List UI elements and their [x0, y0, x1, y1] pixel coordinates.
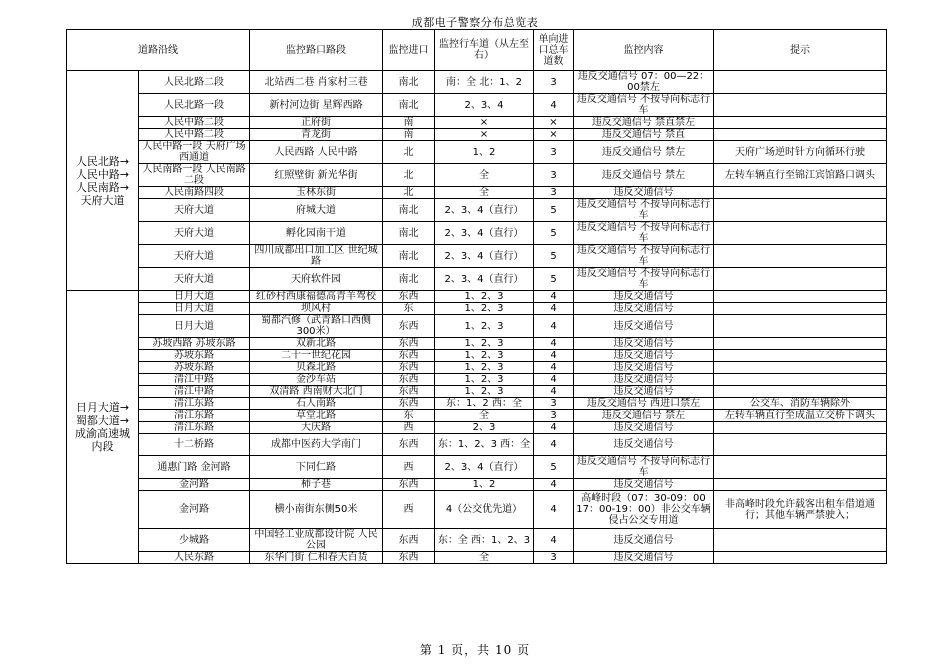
total-lanes-cell: 4: [534, 422, 574, 434]
table-row: [67, 338, 887, 350]
entry-cell: 东西: [383, 386, 435, 398]
table-row: [67, 129, 887, 141]
total-lanes-cell: 4: [534, 386, 574, 398]
entry-cell: 北: [383, 164, 435, 187]
page-footer: 第 1 页，共 10 页: [419, 643, 531, 657]
junction-cell: 金沙车站: [250, 374, 383, 386]
content-cell: 违反交通信号 不按导向标志行车: [574, 456, 714, 479]
junction-cell: 蜀都汽修（武青路口西侧300米）: [250, 315, 383, 338]
entry-cell: 东西: [383, 434, 435, 456]
tip-cell: 左转车辆直行至成温立交桥下调头: [714, 410, 887, 422]
tip-cell: [714, 245, 887, 268]
tip-cell: [714, 552, 887, 564]
lanes-cell: 1、2、3: [435, 362, 534, 374]
tip-cell: 左转车辆直行至锦江宾馆路口调头: [714, 164, 887, 187]
road-cell: 清江东路: [139, 422, 250, 434]
junction-cell: 四川成都出口加工区 世纪城路: [250, 245, 383, 268]
road-cell: 人民中路二段: [139, 129, 250, 141]
total-lanes-cell: 5: [534, 245, 574, 268]
entry-cell: 东西: [383, 398, 435, 410]
total-lanes-cell: 5: [534, 456, 574, 479]
road-cell: 金河路: [139, 479, 250, 491]
police-camera-table: [66, 29, 887, 564]
content-cell: 违反交通信号 不按导向标志行车: [574, 222, 714, 245]
junction-cell: 柿子巷: [250, 479, 383, 491]
junction-cell: 青龙街: [250, 129, 383, 141]
entry-cell: 东: [383, 410, 435, 422]
road-cell: 少城路: [139, 529, 250, 552]
entry-cell: 东西: [383, 552, 435, 564]
lanes-cell: 1、2、3: [435, 303, 534, 315]
lanes-cell: 1、2: [435, 479, 534, 491]
junction-cell: 下同仁路: [250, 456, 383, 479]
content-cell: 违反交通信号: [574, 422, 714, 434]
road-cell: 金河路: [139, 491, 250, 529]
lanes-cell: 全: [435, 410, 534, 422]
table-row: [67, 245, 887, 268]
total-lanes-cell: 5: [534, 199, 574, 222]
lanes-cell: 1、2、3: [435, 386, 534, 398]
entry-cell: 西: [383, 491, 435, 529]
content-cell: 违反交通信号: [574, 303, 714, 315]
page-title: 成都电子警察分布总览表: [411, 16, 539, 29]
junction-cell: 中国轻工业成都设计院 人民公园: [250, 529, 383, 552]
content-cell: 违反交通信号 禁左: [574, 164, 714, 187]
content-cell: 违反交通信号: [574, 552, 714, 564]
entry-cell: 东西: [383, 315, 435, 338]
road-cell: 天府大道: [139, 245, 250, 268]
lanes-cell: 2、3: [435, 422, 534, 434]
table-row: [67, 456, 887, 479]
header-lanes: 监控行车道（从左至右）: [435, 30, 534, 71]
junction-cell: 孵化园南干道: [250, 222, 383, 245]
entry-cell: 南北: [383, 222, 435, 245]
tip-cell: [714, 456, 887, 479]
junction-cell: 新村河边街 星辉西路: [250, 94, 383, 117]
lanes-cell: 全: [435, 187, 534, 199]
content-cell: 违反交通信号: [574, 362, 714, 374]
total-lanes-cell: 3: [534, 164, 574, 187]
tip-cell: [714, 199, 887, 222]
total-lanes-cell: 3: [534, 410, 574, 422]
table-row: [67, 434, 887, 456]
table-row: [67, 315, 887, 338]
tip-cell: 非高峰时段允许载客出租车借道通行；其他车辆严禁驶入；: [714, 491, 887, 529]
tip-cell: [714, 315, 887, 338]
junction-cell: 大庆路: [250, 422, 383, 434]
junction-cell: 正府街: [250, 117, 383, 129]
tip-cell: 天府广场逆时针方向循环行驶: [714, 141, 887, 164]
header-content: 监控内容: [574, 30, 714, 71]
total-lanes-cell: 4: [534, 315, 574, 338]
table-row: [67, 268, 887, 291]
total-lanes-cell: 3: [534, 187, 574, 199]
road-cell: 十二桥路: [139, 434, 250, 456]
lanes-cell: 2、3、4（直行）: [435, 268, 534, 291]
lanes-cell: 1、2: [435, 141, 534, 164]
entry-cell: 南北: [383, 199, 435, 222]
junction-cell: 天府软件园: [250, 268, 383, 291]
junction-cell: 成都中医药大学南门: [250, 434, 383, 456]
tip-cell: [714, 338, 887, 350]
total-lanes-cell: 3: [534, 141, 574, 164]
road-cell: 清江东路: [139, 398, 250, 410]
table-row: [67, 199, 887, 222]
road-group-label: 人民北路→人民中路→人民南路→天府大道: [67, 71, 139, 291]
total-lanes-cell: 4: [534, 434, 574, 456]
lanes-cell: 南：全 北：1、2: [435, 71, 534, 94]
header-entry: 监控进口: [383, 30, 435, 71]
lanes-cell: 2、3、4（直行）: [435, 199, 534, 222]
total-lanes-cell: 3: [534, 552, 574, 564]
road-cell: 通惠门路 金河路: [139, 456, 250, 479]
tip-cell: [714, 350, 887, 362]
junction-cell: 坝风村: [250, 303, 383, 315]
lanes-cell: 东：全 西：1、2、3: [435, 529, 534, 552]
tip-cell: [714, 362, 887, 374]
header-tip: 提示: [714, 30, 887, 71]
content-cell: 违反交通信号 禁直禁左: [574, 117, 714, 129]
content-cell: 违反交通信号 禁左: [574, 141, 714, 164]
road-cell: 人民中路一段 天府广场西通道: [139, 141, 250, 164]
road-cell: 人民北路二段: [139, 71, 250, 94]
lanes-cell: 2、3、4（直行）: [435, 222, 534, 245]
tip-cell: [714, 71, 887, 94]
table-row: [67, 303, 887, 315]
lanes-cell: ×: [435, 117, 534, 129]
entry-cell: 东西: [383, 529, 435, 552]
lanes-cell: 全: [435, 164, 534, 187]
lanes-cell: 1、2、3: [435, 374, 534, 386]
table-row: [67, 291, 887, 303]
road-cell: 苏坡东路: [139, 362, 250, 374]
content-cell: 违反交通信号 禁左: [574, 410, 714, 422]
header-total-lanes: 单向进口总车道数: [534, 30, 574, 71]
junction-cell: 府城大道: [250, 199, 383, 222]
total-lanes-cell: 4: [534, 303, 574, 315]
content-cell: 违反交通信号 禁直: [574, 129, 714, 141]
content-cell: 违反交通信号: [574, 374, 714, 386]
total-lanes-cell: 4: [534, 374, 574, 386]
total-lanes-cell: ×: [534, 129, 574, 141]
content-cell: 高峰时段（07：30-09：00 17：00-19：00）非公交车辆侵占公交专用道: [574, 491, 714, 529]
entry-cell: 南北: [383, 245, 435, 268]
tip-cell: [714, 129, 887, 141]
total-lanes-cell: 3: [534, 71, 574, 94]
lanes-cell: 2、3、4: [435, 94, 534, 117]
entry-cell: 东西: [383, 479, 435, 491]
entry-cell: 南: [383, 129, 435, 141]
lanes-cell: ×: [435, 129, 534, 141]
entry-cell: 东西: [383, 350, 435, 362]
content-cell: 违反交通信号: [574, 315, 714, 338]
entry-cell: 东: [383, 303, 435, 315]
road-cell: 人民东路: [139, 552, 250, 564]
content-cell: 违反交通信号 不按导向标志行车: [574, 245, 714, 268]
tip-cell: [714, 291, 887, 303]
tip-cell: [714, 386, 887, 398]
content-cell: 违反交通信号 不按导向标志行车: [574, 94, 714, 117]
table-row: [67, 187, 887, 199]
total-lanes-cell: 4: [534, 291, 574, 303]
table-row: [67, 362, 887, 374]
table-row: [67, 71, 887, 94]
tip-cell: 公交车、消防车辆除外: [714, 398, 887, 410]
road-group-label: 日月大道→蜀都大道→成渝高速城内段: [67, 291, 139, 564]
road-cell: 日月大道: [139, 291, 250, 303]
total-lanes-cell: 4: [534, 529, 574, 552]
content-cell: 违反交通信号: [574, 338, 714, 350]
total-lanes-cell: ×: [534, 117, 574, 129]
table-row: [67, 350, 887, 362]
content-cell: 违反交通信号 西进口禁左: [574, 398, 714, 410]
tip-cell: [714, 222, 887, 245]
content-cell: 违反交通信号 不按导向标志行车: [574, 268, 714, 291]
table-row: [67, 491, 887, 529]
content-cell: 违反交通信号: [574, 187, 714, 199]
lanes-cell: 2、3、4（直行）: [435, 245, 534, 268]
junction-cell: 东华门街 仁和春天百货: [250, 552, 383, 564]
road-cell: 苏坡东路: [139, 350, 250, 362]
lanes-cell: 1、2、3: [435, 291, 534, 303]
content-cell: 违反交通信号: [574, 350, 714, 362]
junction-cell: 人民西路 人民中路: [250, 141, 383, 164]
total-lanes-cell: 4: [534, 338, 574, 350]
junction-cell: 双清路 西南财大北门: [250, 386, 383, 398]
entry-cell: 南北: [383, 94, 435, 117]
road-cell: 清江中路: [139, 374, 250, 386]
tip-cell: [714, 94, 887, 117]
content-cell: 违反交通信号: [574, 386, 714, 398]
content-cell: 违反交通信号: [574, 479, 714, 491]
table-row: [67, 552, 887, 564]
road-cell: 日月大道: [139, 315, 250, 338]
table-row: [67, 422, 887, 434]
table-row: [67, 398, 887, 410]
table-row: [67, 141, 887, 164]
content-cell: 违反交通信号 不按导向标志行车: [574, 199, 714, 222]
total-lanes-cell: 4: [534, 350, 574, 362]
header-row: [67, 30, 887, 71]
junction-cell: 二十一世纪花园: [250, 350, 383, 362]
entry-cell: 东西: [383, 338, 435, 350]
content-cell: 违反交通信号: [574, 291, 714, 303]
lanes-cell: 东：1、2 西：全: [435, 398, 534, 410]
tip-cell: [714, 187, 887, 199]
entry-cell: 东西: [383, 362, 435, 374]
junction-cell: 石人南路: [250, 398, 383, 410]
entry-cell: 西: [383, 422, 435, 434]
table-row: [67, 386, 887, 398]
entry-cell: 南: [383, 117, 435, 129]
road-cell: 日月大道: [139, 303, 250, 315]
table-row: [67, 479, 887, 491]
junction-cell: 红砂村西康福德高青羊驾校: [250, 291, 383, 303]
lanes-cell: 1、2、3: [435, 338, 534, 350]
header-junction: 监控路口路段: [250, 30, 383, 71]
entry-cell: 南北: [383, 268, 435, 291]
total-lanes-cell: 4: [534, 94, 574, 117]
total-lanes-cell: 4: [534, 479, 574, 491]
total-lanes-cell: 5: [534, 222, 574, 245]
table-row: [67, 222, 887, 245]
tip-cell: [714, 422, 887, 434]
table-row: [67, 374, 887, 386]
table-row: [67, 529, 887, 552]
entry-cell: 北: [383, 187, 435, 199]
total-lanes-cell: 3: [534, 398, 574, 410]
road-cell: 人民中路二段: [139, 117, 250, 129]
entry-cell: 北: [383, 141, 435, 164]
tip-cell: [714, 117, 887, 129]
tip-cell: [714, 374, 887, 386]
road-cell: 天府大道: [139, 199, 250, 222]
junction-cell: 玉林东街: [250, 187, 383, 199]
total-lanes-cell: 5: [534, 268, 574, 291]
tip-cell: [714, 268, 887, 291]
lanes-cell: 1、2、3: [435, 350, 534, 362]
header-road: 道路沿线: [67, 30, 250, 71]
road-cell: 天府大道: [139, 268, 250, 291]
road-cell: 清江中路: [139, 386, 250, 398]
junction-cell: 草堂北路: [250, 410, 383, 422]
table-row: [67, 94, 887, 117]
tip-cell: [714, 303, 887, 315]
junction-cell: 贝森北路: [250, 362, 383, 374]
tip-cell: [714, 529, 887, 552]
entry-cell: 东西: [383, 291, 435, 303]
table-row: [67, 410, 887, 422]
road-cell: 天府大道: [139, 222, 250, 245]
junction-cell: 横小南街东侧50米: [250, 491, 383, 529]
tip-cell: [714, 479, 887, 491]
junction-cell: 双新北路: [250, 338, 383, 350]
table-row: [67, 164, 887, 187]
road-cell: 人民北路一段: [139, 94, 250, 117]
entry-cell: 东西: [383, 374, 435, 386]
total-lanes-cell: 4: [534, 491, 574, 529]
entry-cell: 西: [383, 456, 435, 479]
entry-cell: 南北: [383, 71, 435, 94]
road-cell: 人民南路一段 人民南路二段: [139, 164, 250, 187]
table-row: [67, 117, 887, 129]
content-cell: 违反交通信号: [574, 434, 714, 456]
content-cell: 违反交通信号 07：00—22：00禁左: [574, 71, 714, 94]
lanes-cell: 1、2、3: [435, 315, 534, 338]
content-cell: 违反交通信号: [574, 529, 714, 552]
lanes-cell: 2、3、4（直行）: [435, 456, 534, 479]
lanes-cell: 东：1、2、3 西：全: [435, 434, 534, 456]
lanes-cell: 4（公交优先道）: [435, 491, 534, 529]
road-cell: 人民南路四段: [139, 187, 250, 199]
tip-cell: [714, 434, 887, 456]
junction-cell: 北站西二巷 肖家村三巷: [250, 71, 383, 94]
total-lanes-cell: 4: [534, 362, 574, 374]
road-cell: 苏坡西路 苏坡东路: [139, 338, 250, 350]
road-cell: 清江东路: [139, 410, 250, 422]
lanes-cell: 全: [435, 552, 534, 564]
junction-cell: 红照壁街 新光华街: [250, 164, 383, 187]
